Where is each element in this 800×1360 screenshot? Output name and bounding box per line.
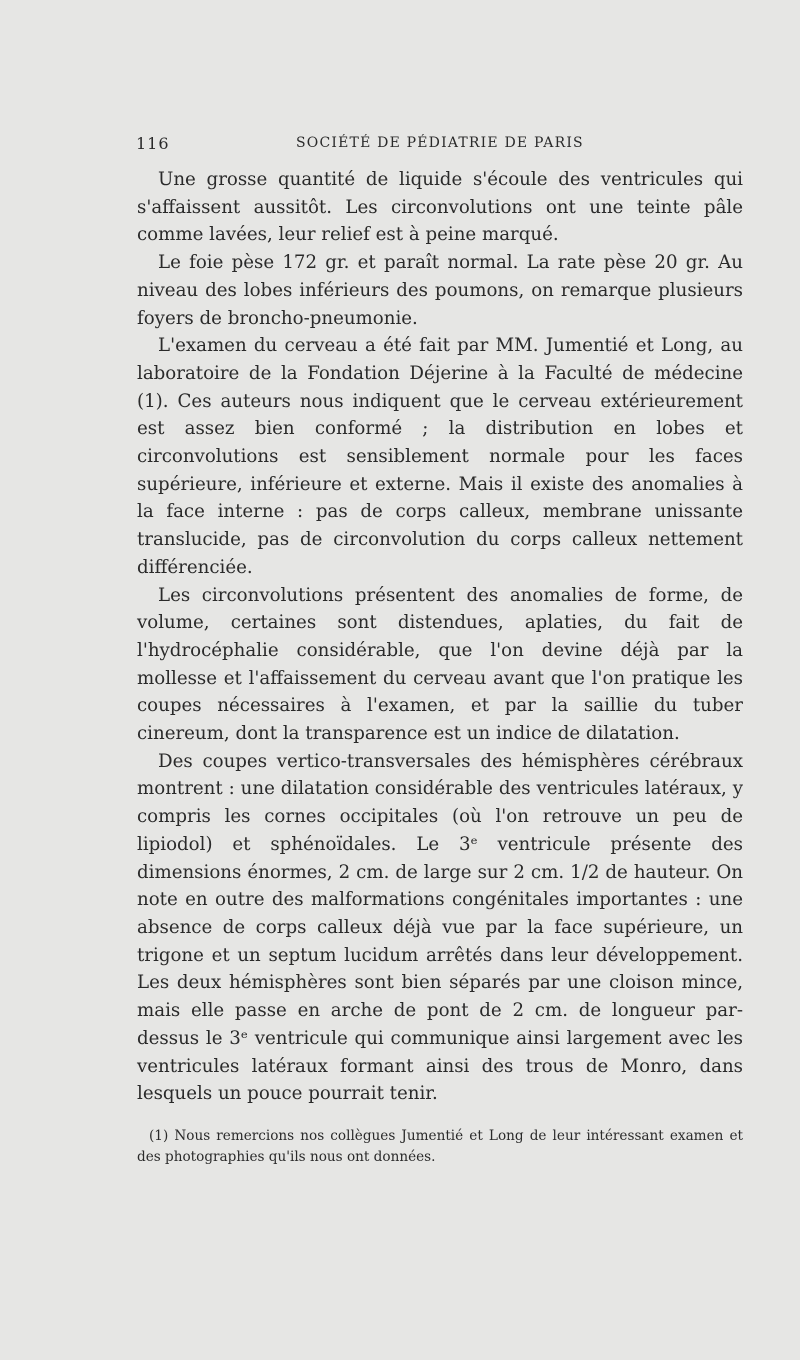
paragraph: Des coupes vertico-transversales des hémisphères cérébraux montrent : une dilatation considérable des ventricules latéraux, y compris les cornes occipitales (où l'on retrouve un peu de lipiodol) et sphénoïdales. Le 3ᵉ ventricule présente des dimensions énormes, 2 cm. de large sur 2 cm. 1/2 de hauteur. On note en outre des malformations congénitales importantes : une absence de corps calleux déjà vue par la face supérieure, un trigone et un septum lucidum arrêtés dans leur développement. Les deux hémisphères sont bien séparés par une cloison mince, mais elle passe en arche de pont de 2 cm. de longueur par-dessus le 3ᵉ ventricule qui communique ainsi largement avec les ventricules latéraux formant ainsi des trous de Monro, dans lesquels un pouce pourrait tenir. xyxy=(137,750,743,1105)
footnote-text: (1) Nous remercions nos collègues Jumentié et Long de leur intéressant examen et des photographies qu'ils nous ont données. xyxy=(137,1128,743,1165)
paragraph: L'examen du cerveau a été fait par MM. Jumentié et Long, au laboratoire de la Fondation Déjerine à la Faculté de médecine (1). Ces auteurs nous indiquent que le cerveau extérieurement est assez bien conformé ; la distribution en lobes et circonvolutions est sensiblement normale pour les faces supérieure, inférieure et externe. Mais il existe des anomalies à la face interne : pas de corps calleux, membrane unissante translucide, pas de circonvolution du corps calleux nettement différenciée. xyxy=(137,335,743,578)
footnote xyxy=(137,1126,743,1168)
body-text xyxy=(137,166,743,1108)
paragraph: Le foie pèse 172 gr. et paraît normal. La rate pèse 20 gr. Au niveau des lobes inférieurs des poumons, on remarque plusieurs foyers de broncho-pneumonie. xyxy=(137,252,743,329)
running-head: SOCIÉTÉ DE PÉDIATRIE DE PARIS xyxy=(296,135,584,151)
paragraph: Une grosse quantité de liquide s'écoule des ventricules qui s'affaissent aussitôt. Les circonvolutions ont une teinte pâle comme lavées, leur relief est à peine marqué. xyxy=(137,169,743,246)
page-number: 116 xyxy=(136,134,170,153)
page-header xyxy=(136,134,740,158)
paragraph: Les circonvolutions présentent des anomalies de forme, de volume, certaines sont distendues, aplaties, du fait de l'hydrocéphalie considérable, que l'on devine déjà par la mollesse et l'affaissement du cerveau avant que l'on pratique les coupes nécessaires à l'examen, et par la saillie du tuber cinereum, dont la transparence est un indice de dilatation. xyxy=(137,584,743,745)
